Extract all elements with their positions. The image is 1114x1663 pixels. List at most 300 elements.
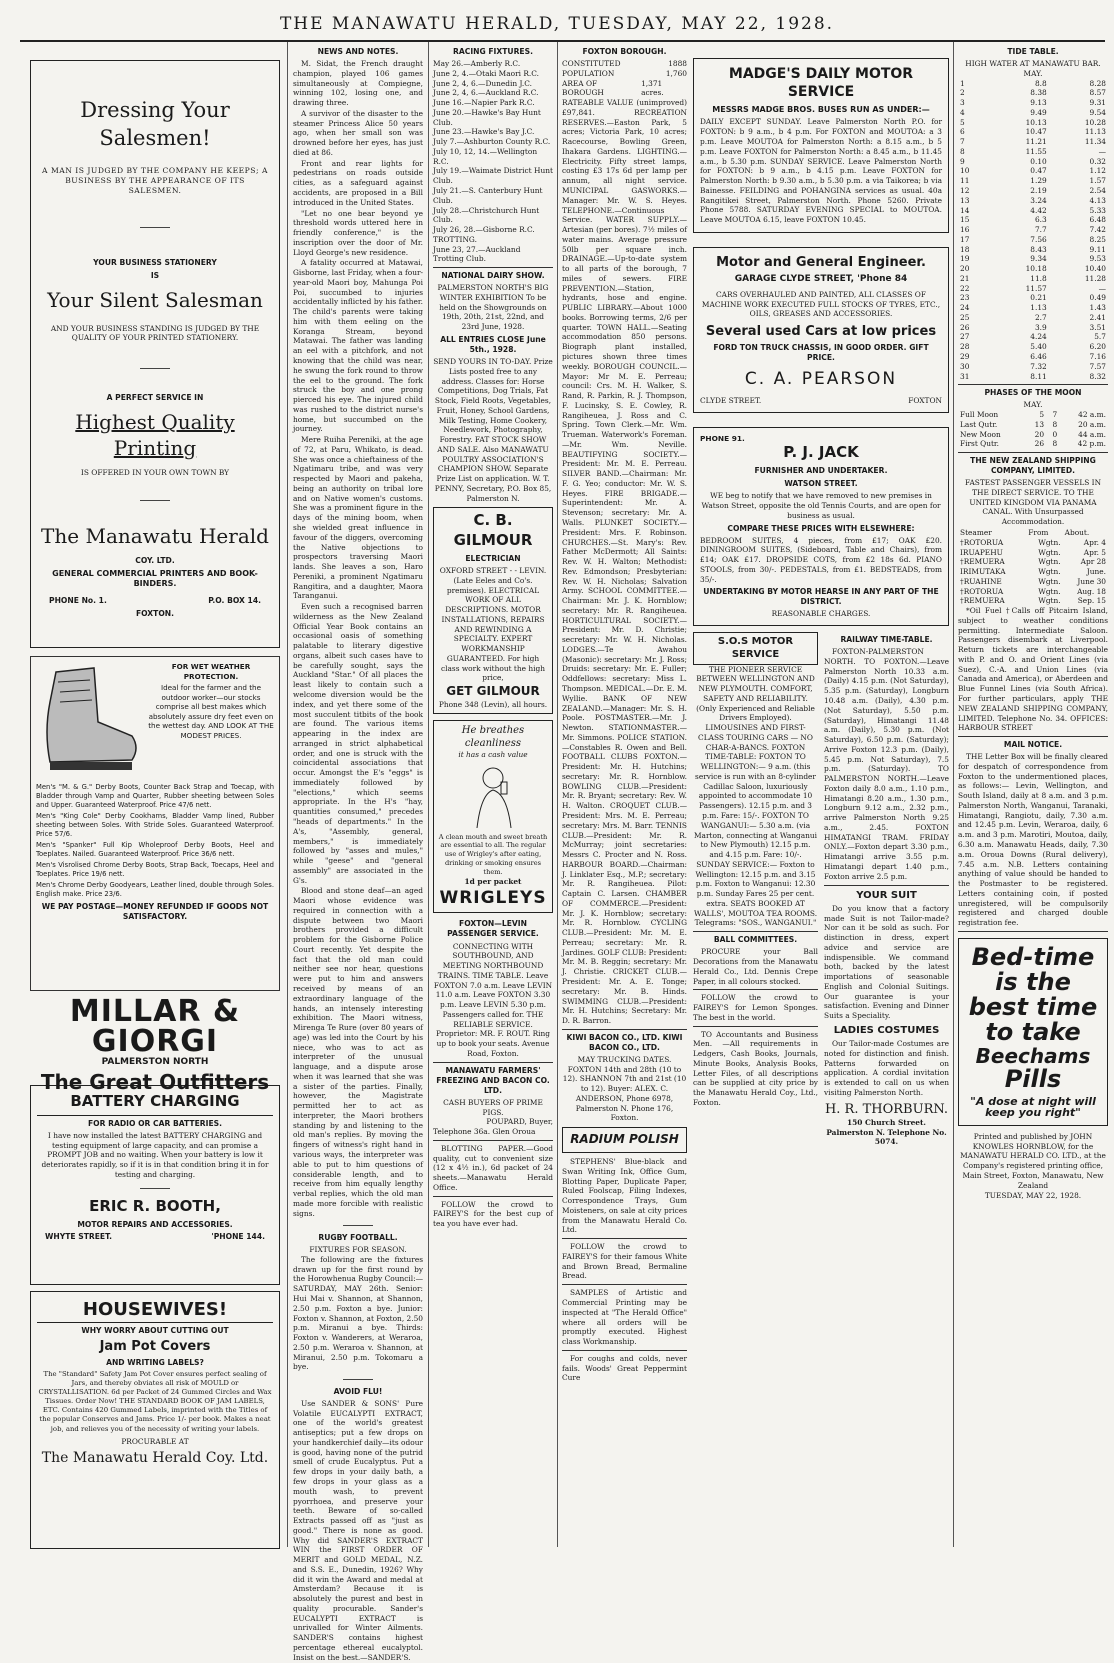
section-heading: S.O.S MOTOR SERVICE: [693, 632, 818, 664]
table-cell: 8.11: [1030, 371, 1047, 381]
tide-row: [958, 127, 1108, 137]
tide-row: [958, 196, 1108, 206]
table-cell: 42 p.m.: [1077, 439, 1106, 449]
imprint: Printed and published by JOHN KNOWLES HORNBLOW, for the MANAWATU HERALD CO. LTD., at the Company's registered printing office, Main Street, Foxton, Manawatu, New Zealand: [960, 1131, 1106, 1190]
ad-text: GARAGE CLYDE STREET, 'Phone 84: [734, 274, 908, 285]
table-cell: 8.43: [1030, 244, 1047, 254]
ad-text: ELECTRICIAN: [465, 554, 521, 564]
column-advertising: [30, 44, 280, 1549]
subheading: MAY.: [1023, 400, 1043, 410]
section-heading: LADIES COSTUMES: [833, 1024, 940, 1036]
tide-row: [958, 225, 1108, 235]
stat-label: AREA OF BOROUGH: [562, 78, 604, 98]
eucalypti-ad: Use SANDER & SONS' Pure Volatile EUCALYPTI EXTRACT, one of the world's greatest antiseptics; put a few drops on your handkerchief daily—its odour is good, having none of the putrid smell of crude Eucalyptus. Put a few drops in your daily bath, a few drops in your glass as a mouth wash, to prevent pyorrhoea, and preserve your teeth. Beware of so-called Extracts passed off as "just as good." There is none as good. Why did SANDER'S EXTRACT WIN the FIRST ORDER OF MERIT and GOLD MEDAL, N.Z. and S.S. E., Dunedin, 1926? Why did it win the Award and medal at Amsterdam? Because it is absolutely the purest and best in quality procurable. Sander's EUCALYPTI EXTRACT is unrivalled for Winter Ailments. SANDER'S contains highest percentage ethereal eucalyptol. Insist on the best.—SANDER'S.: [293, 1398, 423, 1662]
printing-ad: [30, 60, 280, 648]
pearson-ad: [693, 247, 949, 413]
moon-row: [958, 420, 1108, 430]
ad-headline: Your Silent Salesman: [47, 288, 263, 313]
table-cell: Wgtn.: [1038, 576, 1061, 586]
table-cell: 11.21: [1025, 137, 1047, 147]
boot-item: Men's Visrolised Chrome Derby Boots, Strap Back, Toecaps, Heel and Toeplates. Price 19/6 nett.: [36, 860, 274, 878]
ad-headline: to take: [985, 1018, 1081, 1047]
table-cell: 0.47: [1030, 166, 1047, 176]
header-cell: From: [1028, 527, 1049, 537]
table-cell: 8: [1052, 419, 1058, 429]
ad-name: H. R. THORBURN.: [824, 1101, 949, 1117]
table-cell: 10.28: [1084, 117, 1106, 127]
boots-intro: Ideal for the farmer and the outdoor worker—our stocks comprise all best makes which absolutely assure dry feet even on the wettest day. AND LOOK AT THE MODEST PRICES.: [148, 683, 274, 740]
ad-text: AND YOUR BUSINESS STANDING IS JUDGED BY THE QUALITY OF YOUR PRINTED STATIONERY.: [50, 323, 260, 343]
section-heading: YOUR SUIT: [856, 889, 917, 901]
table-cell: Apr. 5: [1083, 547, 1106, 557]
column-divider: [428, 42, 429, 1547]
column-divider: [287, 42, 288, 1547]
column-divider: [953, 42, 954, 1547]
section-heading: RACING FIXTURES.: [453, 47, 533, 56]
ad-text: COY. LTD.: [135, 555, 175, 565]
tide-row: [958, 215, 1108, 225]
table-cell: 1.57: [1089, 176, 1106, 186]
town: FOXTON: [908, 395, 942, 405]
stat-value: 1,371 acres.: [641, 78, 664, 98]
ad-headline: Highest Quality Printing: [75, 409, 235, 461]
phone: PHONE No. 1.: [49, 595, 107, 605]
ad-headline: HOUSEWIVES!: [37, 1298, 273, 1323]
stat-label: CONSTITUTED: [562, 59, 621, 69]
boot-item: Men's "M. & G." Derby Boots, Counter Back Strap and Toecap, with Bladder through Vamp and Quarter, Rubber sheeting between Soles and Upper. Guaranteed Waterproof. Price 47/6 nett.: [36, 783, 274, 809]
table-cell: —: [1098, 283, 1106, 293]
table-cell: Wgtn.: [1038, 567, 1061, 577]
dairy-text: PALMERSTON NORTH'S BIG WINTER EXHIBITION To be held on the Showgrounds on 19th, 20th, 21st, 22nd, and 23rd June, 1928.: [437, 283, 549, 332]
table-cell: 0.32: [1089, 156, 1106, 166]
table-cell: Aug. 18: [1077, 586, 1106, 596]
gilmour-ad: [433, 507, 553, 713]
table-cell: 3.51: [1089, 322, 1106, 332]
table-cell: 2.41: [1089, 312, 1106, 322]
tide-row: [958, 303, 1108, 313]
ad-text: MOTOR REPAIRS AND ACCESSORIES.: [77, 1220, 233, 1230]
ad-headline: Bed-time: [971, 942, 1095, 971]
subheading: FIXTURES FOR SEASON.: [309, 1245, 407, 1255]
table-cell: 7.42: [1089, 225, 1106, 235]
tide-row: [958, 186, 1108, 196]
town: FOXTON.: [135, 608, 175, 618]
ad-name: ERIC R. BOOTH,: [89, 1197, 221, 1216]
table-cell: 3: [960, 98, 965, 108]
ad-headline: MADGE'S DAILY MOTOR SERVICE: [728, 66, 914, 101]
table-cell: 26: [1034, 439, 1045, 449]
table-cell: 7.57: [1089, 361, 1106, 371]
man-drinking-icon: [437, 760, 549, 830]
jack-ad: [693, 427, 949, 627]
table-cell: 28: [960, 342, 970, 352]
table-cell: 0: [1052, 429, 1058, 439]
radium-logo: RADIUM POLISH: [562, 1127, 687, 1153]
ad-text: WHY WORRY ABOUT CUTTING OUT: [81, 1325, 229, 1335]
madge-ad: [693, 58, 949, 233]
table-cell: 11.57: [1025, 283, 1047, 293]
table-cell: New Moon: [960, 429, 1001, 439]
table-cell: 10.18: [1025, 264, 1047, 274]
boots-ad: [30, 656, 280, 991]
table-cell: 8.57: [1089, 88, 1106, 98]
table-cell: 3.24: [1030, 195, 1047, 205]
ad-text: FORD TON TRUCK CHASSIS, IN GOOD ORDER. GIFT PRICE.: [713, 343, 929, 363]
ad-text: YOUR BUSINESS STATIONERY: [93, 258, 217, 268]
ad-text: MESSRS MADGE BROS. BUSES RUN AS UNDER:—: [712, 104, 930, 114]
table-cell: 9.13: [1030, 98, 1047, 108]
tide-row: [958, 235, 1108, 245]
ad-headline: Several used Cars at low prices: [705, 324, 937, 340]
racing-item: July 28.—Christchurch Hunt Club.: [433, 205, 540, 225]
table-cell: 31: [960, 371, 970, 381]
sos-timetable: THE PIONEER SERVICE BETWEEN WELLINGTON AND NEW PLYMOUTH. COMFORT, SAFETY AND RELIABILITY. (Only Experienced and Reliable Drivers Employed). LIMOUSINES AND FIRST-CLASS TOURING CARS — NO CHAR-A-BANCS. FOXTON TIME-TABLE: FOXTON TO WELLINGTON:— 9 a.m. (this service is run with an 8-cylinder Cadillac Saloon, luxuriously appointed to accommodate 10 Passengers). 12.15 p.m. and 3 p.m. Fare: 15/-. FOXTON TO WANGANUI:— 5.30 a.m. (via Marton, connecting at Wanganui to New Plymouth) 12.15 p.m. and 4.15 p.m. Fare: 10/-. SUNDAY SERVICE:— Foxton to Wellington: 12.15 p.m. and 3.15 p.m. Foxton to Wanganui: 12.30 p.m. Sunday Fares 25 per cent. extra. SEATS BOOKED AT WALLS', MOUTOA TEA ROOMS. Telegrams: "SOS., WANGANUI.": [693, 664, 818, 928]
postage-note: WE PAY POSTAGE—MONEY REFUNDED IF GOODS NOT SATISFACTORY.: [41, 901, 269, 921]
boot-icon: [36, 662, 144, 780]
table-cell: Sep. 15: [1077, 596, 1106, 606]
tide-row: [958, 313, 1108, 323]
table-cell: 0.49: [1089, 293, 1106, 303]
table-cell: 0.10: [1030, 156, 1047, 166]
header-cell: Steamer: [960, 527, 992, 537]
ad-headline: Dressing Your Salesmen!: [80, 98, 230, 150]
table-cell: 1.43: [1089, 303, 1106, 313]
table-cell: First Qutr.: [960, 439, 999, 449]
table-cell: 10.40: [1084, 264, 1106, 274]
racing-item: June 23.—Hawke's Bay J.C.: [433, 127, 535, 137]
stat-value: 1888: [668, 59, 687, 69]
kiwi-text: MAY TRUCKING DATES. FOXTON 14th and 28th (10 to 12). SHANNON 7th and 21st (10 to 12). Buyer: ALEX. C. ANDERSON, Phone 6978, Palmerston N. Phone 176, Foxton.: [562, 1054, 687, 1123]
ad-text: A clean mouth and sweet breath are essential to all. The regular use of Wrigley's after eating, drinking or smoking ensures them.: [438, 832, 548, 876]
table-header: [958, 528, 1108, 538]
table-cell: †RUAHINE: [960, 576, 1002, 586]
fairey-ad: FOLLOW the crowd to FAIREY'S for their famous White and Brown Bread, Bermaline Bread.: [562, 1242, 687, 1281]
moon-row: [958, 430, 1108, 440]
table-cell: 7.7: [1034, 225, 1047, 235]
table-cell: 30: [960, 361, 970, 371]
ad-text: UNDERTAKING BY MOTOR HEARSE IN ANY PART OF THE DISTRICT.: [703, 587, 939, 607]
table-cell: 14: [960, 205, 970, 215]
table-cell: Full Moon: [960, 410, 999, 420]
boot-item: Men's "Spanker" Full Kip Wholeproof Derby Boots, Heel and Toeplates. Nailed. Guaranteed Waterproof. Price 36/6 nett.: [36, 840, 274, 858]
ad-text: AND WRITING LABELS?: [106, 1357, 204, 1367]
table-cell: 4.13: [1089, 195, 1106, 205]
table-cell: 8.32: [1089, 371, 1106, 381]
stat-row: [562, 59, 687, 69]
racing-item: June 2, 4, 6.—Dunedin J.C.: [433, 78, 532, 88]
ad-brand: Pills: [1004, 1064, 1062, 1093]
ad-brand: WRIGLEYS: [439, 888, 547, 909]
news-paragraph: A fatality occurred at Matawai, Gisborne, last Friday, when a four-year-old Maori boy, Mahunga Poi Poi, succumbed to injuries accidentally inflicted by his father. The child's parents were taking him with them eeling on the Koranga Stream, beyond Matawai. The father was landing an eel with a pitchfork, and not knowing that the child was near, he swung the fork round to throw the eel to the ground. The fork struck the boy and one prong pierced his eye. The injured child was rushed to the district nurse's home, but succumbed on the journey.: [293, 258, 423, 434]
racing-item: July 19.—Waimate District Hunt Club.: [433, 166, 553, 186]
table-cell: 22: [960, 283, 970, 293]
logo-tagline: The Great Outfitters: [40, 1069, 270, 1094]
tide-row: [958, 118, 1108, 128]
tide-row: [958, 176, 1108, 186]
section-heading: BALL COMMITTEES.: [713, 935, 798, 945]
ad-text: WE beg to notify that we have removed to new premises in Watson Street, opposite the old Tennis Courts, and are open for business as usual.: [701, 491, 941, 520]
news-paragraphs: [293, 59, 423, 1218]
table-cell: 8: [1052, 439, 1058, 449]
boot-item: Men's "King Cole" Derby Cookhams, Bladder Vamp lined, Rubber sheeting between Soles. With Stride Soles. Guaranteed Waterproof. Price 57/6.: [36, 811, 274, 838]
section-heading: RAILWAY TIME-TABLE.: [840, 635, 933, 645]
table-cell: †ROTORUA: [960, 537, 1004, 547]
address: 150 Church Street. Palmerston N. Telephone No. 5074.: [826, 1117, 947, 1147]
ship-row: [958, 587, 1108, 597]
shipping-text: FASTEST PASSENGER VESSELS IN THE DIRECT SERVICE. TO THE UNITED KINGDOM VIA PANAMA CANAL. With Unsurpassed Accommodation.: [964, 478, 1102, 527]
table-cell: 9.31: [1089, 98, 1106, 108]
table-cell: Wgtn.: [1038, 537, 1061, 547]
section-heading: PHASES OF THE MOON: [984, 388, 1082, 398]
blotting-ad: BLOTTING PAPER.—Good quality, cut to convenient size (12 x 4½ in.), 6d packet of 24 sheets.—Manawatu Herald Office.: [433, 1143, 553, 1192]
rail-timetable: FOXTON-PALMERSTON NORTH. TO FOXTON.—Leave Palmerston North 10.33 a.m. (Daily) 4.15 p.m. (Not Saturday), 5.35 p.m. (Saturday), Longburn 10.48 a.m. (Daily), 4.30 p.m. (Not Saturday), 5.50 p.m. (Saturday), Himatangi 11.48 a.m. (Daily), 5.30 p.m. (Not Saturday), 6.50 p.m. (Saturday); Arrive Foxton 12.3 p.m. (Daily), 5.45 p.m. Not Saturday), 7.5 p.m. (Saturday). TO PALMERSTON NORTH.—Leave Foxton daily 8.0 a.m., 1.10 p.m., Himatangi 8.20 a.m., 1.30 p.m., Longburn 9.12 a.m., 2.32 p.m., arrive Palmerston North 9.25 a.m., 2.45. FOXTON HIMATANGI TRAM. FRIDAY ONLY.—Foxton depart 3.30 p.m., Himatangi arrive 3.55 p.m. Himatangi depart 1.40 p.m., Foxton arrive 2.5 p.m.: [824, 647, 949, 881]
section-heading: AVOID FLU!: [333, 1386, 383, 1396]
stephens-ad: STEPHENS' Blue-black and Swan Writing Ink, Office Gum, Blotting Paper, Duplicate Paper, Ruled Foolscap, Filing Indexes, Correspondence Trays, Gum Moisteners, on sale at city prices from the Manawatu Herald Co. Ltd.: [562, 1157, 687, 1235]
phone: PHONE 91.: [700, 433, 745, 443]
tide-row: [958, 108, 1108, 118]
ship-row: [958, 567, 1108, 577]
table-cell: 1.29: [1030, 176, 1047, 186]
table-cell: 0.21: [1030, 293, 1047, 303]
ad-text: POUPARD, Buyer,: [486, 1117, 553, 1127]
table-cell: 20 a.m.: [1078, 419, 1106, 429]
table-cell: 25: [960, 312, 970, 322]
table-cell: 1.12: [1089, 166, 1106, 176]
news-paragraph: M. Sidat, the French draught champion, played 106 games simultaneously at Compiegne, winning 102, losing one, and drawing three.: [293, 59, 423, 108]
racing-item: June 23, 27.—Auckland Trotting Club.: [433, 244, 521, 264]
ad-text: it has a cash value: [458, 750, 528, 760]
table-cell: †REMUERA: [960, 596, 1005, 606]
subheading: MAY.: [1023, 68, 1043, 78]
table-cell: 11.28: [1084, 273, 1106, 283]
table-cell: 5.33: [1089, 205, 1106, 215]
table-cell: 4: [960, 107, 965, 117]
table-cell: 44 a.m.: [1078, 429, 1106, 439]
ship-row: [958, 557, 1108, 567]
table-cell: †ROTORUA: [960, 586, 1004, 596]
table-cell: 3.9: [1034, 322, 1047, 332]
table-cell: 2.19: [1030, 185, 1047, 195]
tide-row: [958, 98, 1108, 108]
table-cell: 1.13: [1030, 303, 1047, 313]
ad-text: FOR RADIO OR CAR BATTERIES.: [88, 1118, 222, 1128]
moon-row: [958, 410, 1108, 420]
stat-value: 1,760: [665, 68, 687, 78]
suit-ad: Do you know that a factory made Suit is not Tailor-made? Nor can it be sold as such. For distinction in dress, expert advice and service are indispensible. We command both, backed by the latest importations of seasonable English and Colonial Suitings. Our guarantee is your satisfaction. Evening and Dinner Suits a Speciality.: [824, 903, 949, 1021]
table-cell: Apr 28: [1080, 557, 1106, 567]
borough-stats: [562, 59, 687, 98]
section-heading: ALL ENTRIES CLOSE June 5th., 1928.: [440, 334, 546, 354]
tide-row: [958, 88, 1108, 98]
table-cell: 1: [960, 78, 965, 88]
table-cell: 27: [960, 332, 970, 342]
section-heading: FOXTON—LEVIN PASSENGER SERVICE.: [447, 919, 539, 939]
table-cell: 2: [960, 88, 965, 98]
entries-text: SEND YOURS IN TO-DAY. Prize Lists posted free to any address. Classes for: Horse Competitions, Dog Trials, Fat Stock, Field Roots, Vegetables, Fruit, Honey, School Gardens, Milk Testing, Home Cookery, Needlework, Photography, Forestry. FAT STOCK SHOW AND SALE. Also MANAWATU POULTRY ASSOCIATION'S CHAMPION SHOW. Separate Prize List on application. W. T. PENNY, Secretary, P.O. Box 85, Palmerston N.: [433, 356, 553, 503]
boots-list: [36, 783, 274, 899]
price-list: BEDROOM SUITES, 4 pieces, from £17; OAK £20. DININGROOM SUITES, (Sideboard, Table and Chairs), from £14; OAK £17. DROPSIDE COTS, from £2 18s 6d. PIANO STOOLS, from 30/-. PEDESTALS, from £1. BEDSTEADS, from 35/-.: [700, 535, 942, 584]
section-heading: NEWS AND NOTES.: [317, 47, 399, 56]
table-cell: 8: [960, 146, 965, 156]
ad-text: Phone 348 (Levin), all hours.: [438, 700, 548, 710]
tide-table: [958, 79, 1108, 382]
table-cell: 20: [1034, 429, 1045, 439]
rugby-fixtures: The following are the fixtures drawn up for the first round by the Horowhenua Rugby Council:— SATURDAY, MAY 26th. Senior: Hui Mai v. Shannon, at Shannon, 2.50 p.m. Foxton a bye. Junior: Foxton v. Shannon, at Foxton, 2.50 p.m. Miranui a bye. Thirds: Foxton v. Wanderers, at Weraroa, 2.50 p.m. Weraroa v. Shannon, at Miranui, 2.50 p.m. Tokomaru a bye.: [293, 1254, 423, 1372]
tide-row: [958, 332, 1108, 342]
ad-text: REASONABLE CHARGES.: [771, 609, 871, 619]
ad-headline: Motor and General Engineer.: [716, 254, 926, 270]
boot-item: Men's Chrome Derby Goodyears, Leather lined, double through Soles. English make. Price 23/6.: [36, 880, 274, 898]
section-heading: KIWI BACON CO., LTD. KIWI BACON CO., LTD.: [566, 1032, 683, 1052]
shipping-notes: *Oil Fuel †Calls off Pitcairn Island, subject to weather conditions permitting. Intermediate Saloon. Passengers disembark at Liverpool. Return tickets are interchangeable with P. and O. and Orient Lines (via Suez), C.-A. and Union Lines (via Canada and America), or Aberdeen and Blue Funnel Lines (via South Africa). For further particulars, apply THE NEW ZEALAND SHIPPING COMPANY, LIMITED. Telephone No. 34. OFFICES: HARBOUR STREET: [958, 606, 1108, 733]
table-cell: Last Qutr.: [960, 419, 998, 429]
table-cell: 9: [960, 156, 965, 166]
ad-name: C. B. GILMOUR: [453, 511, 533, 550]
table-cell: 7.32: [1030, 361, 1047, 371]
table-cell: 23: [960, 293, 970, 303]
ad-text: IS: [150, 271, 160, 281]
table-cell: 26: [960, 322, 970, 332]
racing-item: May 26.—Amberly R.C.: [433, 59, 521, 69]
ad-price: 1d per packet: [464, 877, 522, 887]
tide-row: [958, 362, 1108, 372]
tide-row: [958, 137, 1108, 147]
racing-item: June 2, 4.—Otaki Maori R.C.: [433, 68, 539, 78]
table-cell: Wgtn.: [1038, 557, 1061, 567]
phone: 'PHONE 144.: [211, 1232, 265, 1242]
herald-name: The Manawatu Herald: [41, 524, 269, 549]
table-cell: 6.48: [1089, 215, 1106, 225]
table-cell: 17: [960, 234, 970, 244]
table-cell: 24: [960, 303, 970, 313]
table-cell: 2.54: [1089, 185, 1106, 195]
news-paragraph: Mere Ruiha Pereniki, at the age of 72, at Paru, Whikato, is dead. She was once a chieftainess of the Ngatimaru tribe, and was very respected by Maori and pakeha, being an authority on tribal lore and on Native women's customs. She was a prominent figure in the days of the mining boom, when she wielded great influence in favour of the diggers, overcoming the Native objections to prospectors traversing Maori lands. She leaves a son, Haro Pereniki, a prominent Ngatimaru Rangitira, and a daughter, Maora Taranganui.: [293, 435, 423, 601]
table-cell: 11.8: [1030, 273, 1047, 283]
beechams-ad: [958, 938, 1108, 1126]
tide-row: [958, 323, 1108, 333]
fairey-ad: FOLLOW the crowd to FAIREY'S for the best cup of tea you have ever had.: [433, 1199, 553, 1229]
ad-text: OXFORD STREET - - LEVIN. (Late Eeles and Co's. premises). ELECTRICAL WORK OF ALL DESCRIPTIONS. MOTOR INSTALLATIONS, REPAIRS AND REWINDING A SPECIALTY. EXPERT WORKMANSHIP GUARANTEED. For high class work without the high price,: [439, 566, 547, 683]
table-cell: 21: [960, 273, 970, 283]
stat-label: POPULATION: [562, 68, 615, 78]
herald-name: The Manawatu Herald Coy. Ltd.: [41, 1450, 269, 1467]
address: WHYTE STREET.: [45, 1232, 113, 1242]
tide-row: [958, 352, 1108, 362]
section-heading: MANAWATU FARMERS' FREEZING AND BACON CO. LTD.: [436, 1065, 550, 1095]
table-cell: 8.28: [1089, 78, 1106, 88]
racing-item: TROTTING.: [433, 234, 477, 244]
table-cell: 18: [960, 244, 970, 254]
table-cell: 9.34: [1030, 254, 1047, 264]
table-cell: 10.13: [1025, 117, 1047, 127]
table-cell: 11.55: [1025, 146, 1047, 156]
tide-row: [958, 274, 1108, 284]
tide-row: [958, 372, 1108, 382]
section-heading: FOXTON BOROUGH.: [582, 47, 667, 56]
ad-text: A MAN IS JUDGED BY THE COMPANY HE KEEPS; A BUSINESS BY THE APPEARANCE OF ITS SALESMEN.: [42, 166, 268, 196]
racing-item: June 2, 4, 6.—Auckland R.C.: [433, 88, 539, 98]
tide-row: [958, 264, 1108, 274]
po-box: P.O. BOX 14.: [208, 595, 261, 605]
table-cell: 19: [960, 254, 970, 264]
table-cell: 9.53: [1089, 254, 1106, 264]
subheading: HIGH WATER AT MANAWATU BAR.: [965, 59, 1101, 69]
table-cell: 9.11: [1089, 244, 1106, 254]
table-cell: 13: [1034, 419, 1045, 429]
borough-directory: RATEABLE VALUE (unimproved) £97,841. RECREATION RESERVES.—Easton Park, 5 acres; Victoria Park, 10 acres; Racecourse, Bowling Green, Ihakara Gardens. LIGHTING.—Electricity. Fifty street lamps, costing £3 17s 6d per lamp per annum, all night service. MUNICIPAL GASWORKS.—Manager: Mr. W. S. Heyes. TELEPHONE.—Continuous Service. WATER SUPPLY.—Artesian (per bores). 7½ miles of water mains. Average pressure 50lb per square inch. DRAINAGE.—Up-to-date system to all parts of the borough, 7 miles of sewers. FIRE PREVENTION.—Station, hydrants, hose and engine. PUBLIC LIBRARY.—About 1000 books. Borrowing terms, 2/6 per quarter. TOWN HALL.—Seating accommodation 850 persons. Biograph plant installed, pictures shown three times weekly. BOROUGH COUNCIL.—Mayor: Mr M. E. Perreau; council: Crs. M. H. Walker, S. Rand, R. Parkin, R. J. Thompson, F. Lucinsky, S. E. Cowley, R. Rangiheuea, J. Ross and C. Spring. Town Clerk.—Mr. Wm. Trueman. Waterwork's Foreman.—Mr. Wm. Neville. BEAUTIFYING SOCIETY.—President: Mr. M. E. Perreau. SILVER BAND.—Chairman: Mr. F. G. Yeo; conductor: Mr. W. S. Heyes. FIRE BRIGADE.—Superintendent: Mr. A. Stevenson; secretary: Mr. A. Walls. PLUNKET SOCIETY.—President: Mrs. F. Robinson. CHURCHES.—St. Mary's: Rev. Father McDermott; All Saints: Rev. W. H. Walton; Methodist: Rev. Edmondson; Presbyterian: Rev. W. H. Nicholas; Salvation Army. SCHOOL COMMITTEE.—Chairman: Mr. J. K. Hornblow; secretary: Mr. R. Rangiheuea. HORTICULTURAL SOCIETY.—President: Mr. D. Christie; secretary: Mr. W. H. Nicholas. LODGES.—Te Awahou (Masonic): secretary: Mr. J. Ross; Druids: secretary: Mr. E. Fuller; Oddfellows: secretary: Miss L. Thompson. MEDICAL.—Dr. E. M. Wyllie. BANK OF NEW ZEALAND.—Manager: Mr. S. H. Poole. POSTMASTER.—Mr. J. Newton. STATIONMASTER.—Mr. Simmons. POLICE STATION.—Constables R. Owen and Bell. FOOTBALL CLUBS FOXTON.—President: Mr. H. Hutchins; secretary: Mr. R. Hornblow. BOWLING CLUB.—President: Mr. R. Bryant; secretary: Rev. W. H. Walton. CROQUET CLUB.—President: Mrs. M. E. Perreau; secretary: Mrs. M. Barr. TENNIS CLUB.—President: Mr. R. McMurray; joint secretaries: Messrs C. Procter and N. Ross. HARBOUR BOARD.—Chairman: J. Linklater Esq., M.P.; secretary: Mr. R. Rangiheuea. Pilot: Captain C. Larsen. CHAMBER OF COMMERCE.—President: Mr. J. K. Hornblow; secretary: Mr. R. Hornblow. CYCLING CLUB.—President: Mr. M. E. Perreau; secretary: Mr. R. Jardines. GOLF CLUB: President: Mr. M. B. Reggin; secretary: Mr. J. Christie. CRICKET CLUB.—President: Mr. A. E. Tonge; secretary: Mr. B. Hinds. SWIMMING CLUB.—President: Mr. H. Hutchins; Secretary: Mr. D. R. Barron.: [562, 98, 687, 1026]
tide-row: [958, 245, 1108, 255]
table-cell: 29: [960, 351, 970, 361]
table-cell: 11.13: [1084, 127, 1106, 137]
table-cell: IRUAPEHU: [960, 547, 1003, 557]
ad-headline: GET GILMOUR: [446, 684, 540, 699]
tide-row: [958, 157, 1108, 167]
table-cell: June.: [1086, 567, 1106, 577]
ad-text: IS OFFERED IN YOUR OWN TOWN BY: [80, 467, 230, 477]
tide-row: [958, 284, 1108, 294]
table-cell: 11: [960, 176, 970, 186]
table-cell: Apr. 4: [1083, 537, 1106, 547]
column-borough: [562, 44, 687, 1549]
news-paragraph: A survivor of the disaster to the steamer Princess Alice 50 years ago, when her small son was drowned before her eyes, has just died at 86.: [293, 108, 423, 157]
table-cell: 13: [960, 195, 970, 205]
moon-table: [958, 410, 1108, 449]
ad-text: CASH BUYERS OF PRIME PIGS.: [443, 1097, 543, 1117]
table-cell: †REMUERA: [960, 557, 1005, 567]
section-heading: TIDE TABLE.: [1007, 47, 1059, 56]
battery-ad: [30, 1085, 280, 1285]
table-cell: 12: [960, 185, 970, 195]
section-heading: MAIL NOTICE.: [1003, 740, 1063, 750]
samples-ad: SAMPLES of Artistic and Commercial Printing may be inspected at "The Herald Office" where all orders will be promptly executed. Highest class Workmanship.: [562, 1288, 687, 1347]
ship-row: [958, 596, 1108, 606]
table-cell: 7: [960, 137, 965, 147]
table-cell: 6.20: [1089, 342, 1106, 352]
section-heading: RUGBY FOOTBALL.: [318, 1233, 398, 1243]
news-paragraph: "Let no one bear beyond ye threshold words uttered here in friendly conference," is the inscription over the door of Mr. Lloyd George's new residence.: [293, 208, 423, 257]
ad-headline: Jam Pot Covers: [99, 1338, 211, 1354]
racing-item: July 7.—Ashburton County R.C.: [433, 137, 551, 147]
table-cell: 20: [960, 264, 970, 274]
ad-text: WATSON STREET.: [784, 479, 858, 489]
fairey-ad: FOLLOW the crowd to FAIREY'S for Lemon Sponges. The best in the world.: [693, 993, 818, 1022]
ladies-ad: Our Tailor-made Costumes are noted for distinction and finish. Patterns forwarded on application. A cordial invitation is extended to call on us when visiting Palmerston North.: [824, 1039, 949, 1097]
ad-text: COMPARE THESE PRICES WITH ELSEWHERE:: [727, 523, 915, 533]
ad-text: A PERFECT SERVICE IN: [106, 392, 204, 402]
tide-row: [958, 342, 1108, 352]
news-paragraph: Front and rear lights for pedestrians on roads outside cities, as a safeguard against accidents, are proposed in a Bill introduced in the United States.: [293, 158, 423, 207]
table-cell: 42 a.m.: [1078, 410, 1106, 420]
ship-table: [958, 528, 1108, 606]
tide-row: [958, 293, 1108, 303]
address: CLYDE STREET.: [700, 395, 762, 405]
ad-text: Telephone 36a. Glen Oroua: [433, 1127, 536, 1137]
tide-row: [958, 147, 1108, 157]
ad-headline: He breathes cleanliness: [461, 724, 525, 750]
accountants-ad: TO Accountants and Business Men. —All requirements in Ledgers, Cash Books, Journals, Minute Books, Analysis Books, Letter Files, of all descriptions can be supplied at city price by the Manawatu Herald Coy., Ltd., Foxton.: [693, 1029, 818, 1107]
table-cell: 10.47: [1025, 127, 1047, 137]
housewives-ad: [30, 1291, 280, 1549]
masthead-rule: [20, 40, 1105, 42]
ad-brand: Beechams: [975, 1043, 1091, 1068]
racing-item: July 10, 12, 14.—Wellington R.C.: [433, 146, 538, 166]
column-news: [293, 44, 423, 1662]
news-paragraph: Blood and stone deaf—an aged Maori whose evidence was required in connection with a dispute between two Maori brothers provided a difficult problem for the Gisborne Police Court recently. Yet despite the fact that the old man could neither see nor hear, questions were put to him and answers received by means of an extraordinary language of the hands, an intensely interesting exhibition. The Maori witness, Mirenga Te Rure (over 80 years of age) was led into the Court by his niece, who was to act as interpreter of the unusual language, and a dispute arose when it was learned that she was a sister of the parties. Finally, however, the Magistrate permitted her to act as interpreter, the Maori brothers standing by and listening to the old man's replies. By moving the fingers of witness's right hand in various ways, the interpreter was able to put to him questions of considerable length, and to receive from him equally lengthy verbal replies, which the old man made more forcible with realistic signs.: [293, 886, 423, 1218]
table-cell: 2.7: [1034, 312, 1047, 322]
boots-headline: FOR WET WEATHER PROTECTION.: [171, 662, 251, 681]
table-cell: Wgtn.: [1038, 586, 1061, 596]
table-cell: 4.24: [1030, 332, 1047, 342]
